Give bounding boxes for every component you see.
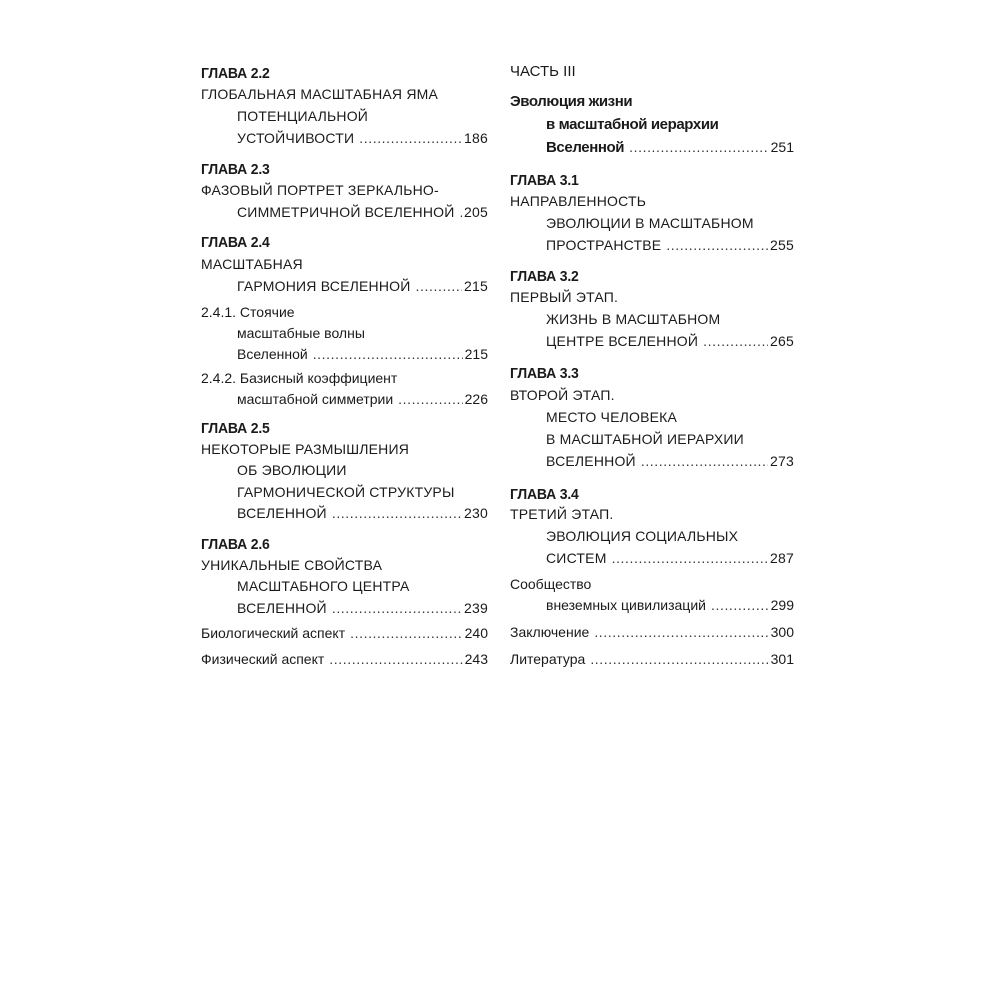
page-number: 273	[770, 453, 794, 469]
chapter-label-2-2: ГЛАВА 2.2	[201, 64, 270, 82]
leader-dots	[666, 237, 768, 254]
toc-entry-community[interactable]	[546, 597, 794, 614]
toc-entry-biological-aspect[interactable]	[201, 625, 488, 642]
toc-entry-3-4[interactable]	[546, 550, 794, 567]
chapter-label-3-1: ГЛАВА 3.1	[510, 171, 579, 189]
page-number: 205	[464, 204, 488, 220]
chapter-label-2-4: ГЛАВА 2.4	[201, 233, 270, 251]
chapter-title-2-3-line2: СИММЕТРИЧНОЙ ВСЕЛЕННОЙ	[237, 204, 455, 220]
part-label: ЧАСТЬ III	[510, 63, 576, 80]
chapter-label-3-3: ГЛАВА 3.3	[510, 364, 579, 382]
page-number: 255	[770, 237, 794, 253]
toc-entry-3-1[interactable]	[546, 237, 794, 254]
toc-entry-2-3[interactable]	[237, 204, 488, 221]
chapter-title-3-1-line1: НАПРАВЛЕННОСТЬ	[510, 193, 647, 209]
leader-dots	[313, 346, 463, 363]
chapter-label-2-3: ГЛАВА 2.3	[201, 160, 270, 178]
chapter-title-3-4-line1: ТРЕТИЙ ЭТАП.	[510, 506, 614, 522]
chapter-title-3-2-line2: ЖИЗНЬ В МАСШТАБНОМ	[546, 311, 721, 327]
leader-dots	[460, 204, 463, 221]
leader-dots	[398, 391, 462, 408]
leader-dots	[711, 597, 769, 614]
chapter-title-3-3-line3: В МАСШТАБНОЙ ИЕРАРХИИ	[546, 431, 744, 447]
chapter-title-3-3-line4: ВСЕЛЕННОЙ	[546, 453, 636, 469]
chapter-title-3-4-line2: ЭВОЛЮЦИЯ СОЦИАЛЬНЫХ	[546, 528, 739, 544]
chapter-label-3-4: ГЛАВА 3.4	[510, 485, 579, 503]
section-title-2-4-2-line2: масштабной симметрии	[237, 391, 394, 407]
toc-entry-conclusion[interactable]	[510, 624, 794, 641]
leader-dots	[329, 651, 462, 668]
leader-dots	[612, 550, 768, 567]
chapter-title-2-5-line3: ГАРМОНИЧЕСКОЙ СТРУКТУРЫ	[237, 484, 455, 500]
page-number: 299	[770, 597, 794, 613]
leader-dots	[332, 505, 462, 522]
chapter-title-3-2-line3: ЦЕНТРЕ ВСЕЛЕННОЙ	[546, 333, 699, 349]
leader-dots	[350, 625, 463, 642]
chapter-title-2-6-line1: УНИКАЛЬНЫЕ СВОЙСТВА	[201, 557, 383, 573]
toc-entry-2-4-1[interactable]	[237, 346, 488, 363]
page-number: 265	[770, 333, 794, 349]
toc-entry-part-3[interactable]	[546, 139, 794, 156]
entry-title: Биологический аспект	[201, 625, 346, 641]
section-title-2-4-1-line2: масштабные волны	[237, 325, 365, 341]
page-number: 215	[464, 346, 488, 362]
chapter-label-2-5: ГЛАВА 2.5	[201, 419, 270, 437]
chapter-label-2-6: ГЛАВА 2.6	[201, 535, 270, 553]
toc-entry-2-2[interactable]	[237, 130, 488, 147]
chapter-title-2-4-line2: ГАРМОНИЯ ВСЕЛЕННОЙ	[237, 278, 411, 294]
chapter-title-2-3-line1: ФАЗОВЫЙ ПОРТРЕТ ЗЕРКАЛЬНО-	[201, 182, 439, 198]
leader-dots	[332, 600, 462, 617]
chapter-title-2-4-line1: МАСШТАБНАЯ	[201, 256, 303, 272]
section-title-2-4-1-line3: Вселенной	[237, 346, 308, 362]
chapter-title-3-2-line1: ПЕРВЫЙ ЭТАП.	[510, 289, 619, 305]
chapter-label-3-2: ГЛАВА 3.2	[510, 267, 579, 285]
leader-dots	[594, 624, 768, 641]
leader-dots	[359, 130, 462, 147]
page-number: 240	[464, 625, 488, 641]
leader-dots	[641, 453, 768, 470]
leader-dots	[416, 278, 463, 295]
toc-entry-3-3[interactable]	[546, 453, 794, 470]
toc-entry-2-4-2[interactable]	[237, 391, 488, 408]
toc-entry-2-5[interactable]	[237, 505, 488, 522]
page-number: 186	[464, 130, 488, 146]
chapter-title-2-2-line2: ПОТЕНЦИАЛЬНОЙ	[237, 108, 369, 124]
chapter-title-2-5-line1: НЕКОТОРЫЕ РАЗМЫШЛЕНИЯ	[201, 441, 410, 457]
chapter-title-2-2-line1: ГЛОБАЛЬНАЯ МАСШТАБНАЯ ЯМА	[201, 86, 439, 102]
page-number: 239	[464, 600, 488, 616]
toc-entry-3-2[interactable]	[546, 333, 794, 350]
section-title-2-4-2-line1: 2.4.2. Базисный коэффициент	[201, 370, 398, 386]
toc-entry-2-4[interactable]	[237, 278, 488, 295]
page-number: 301	[770, 651, 794, 667]
chapter-title-3-1-line3: ПРОСТРАНСТВЕ	[546, 237, 662, 253]
section-title-2-4-1-line1: 2.4.1. Стоячие	[201, 304, 295, 320]
chapter-title-2-2-line3: УСТОЙЧИВОСТИ	[237, 130, 355, 146]
part-title-line1: Эволюция жизни	[510, 93, 633, 110]
page-number: 226	[464, 391, 488, 407]
page-number: 230	[464, 505, 488, 521]
page-number: 215	[464, 278, 488, 294]
chapter-title-2-5-line2: ОБ ЭВОЛЮЦИИ	[237, 462, 347, 478]
part-title-line3: Вселенной	[546, 139, 625, 156]
page-number: 251	[770, 139, 794, 155]
chapter-title-2-6-line2: МАСШТАБНОГО ЦЕНТРА	[237, 578, 410, 594]
page-number: 300	[770, 624, 794, 640]
entry-title-community-line1: Сообщество	[510, 576, 592, 592]
entry-title: Заключение	[510, 624, 590, 640]
page-number: 243	[464, 651, 488, 667]
chapter-title-3-3-line2: МЕСТО ЧЕЛОВЕКА	[546, 409, 678, 425]
chapter-title-2-5-line4: ВСЕЛЕННОЙ	[237, 505, 327, 521]
entry-title: Литература	[510, 651, 586, 667]
entry-title: Физический аспект	[201, 651, 325, 667]
part-title-line2: в масштабной иерархии	[546, 116, 719, 133]
toc-entry-literature[interactable]	[510, 651, 794, 668]
page-number: 287	[770, 550, 794, 566]
toc-entry-2-6[interactable]	[237, 600, 488, 617]
leader-dots	[590, 651, 768, 668]
toc-entry-physical-aspect[interactable]	[201, 651, 488, 668]
leader-dots	[703, 333, 768, 350]
chapter-title-3-1-line2: ЭВОЛЮЦИИ В МАСШТАБНОМ	[546, 215, 754, 231]
entry-title-community-line2: внеземных цивилизаций	[546, 597, 706, 613]
chapter-title-3-4-line3: СИСТЕМ	[546, 550, 607, 566]
chapter-title-3-3-line1: ВТОРОЙ ЭТАП.	[510, 387, 615, 403]
leader-dots	[629, 139, 769, 156]
chapter-title-2-6-line3: ВСЕЛЕННОЙ	[237, 600, 327, 616]
